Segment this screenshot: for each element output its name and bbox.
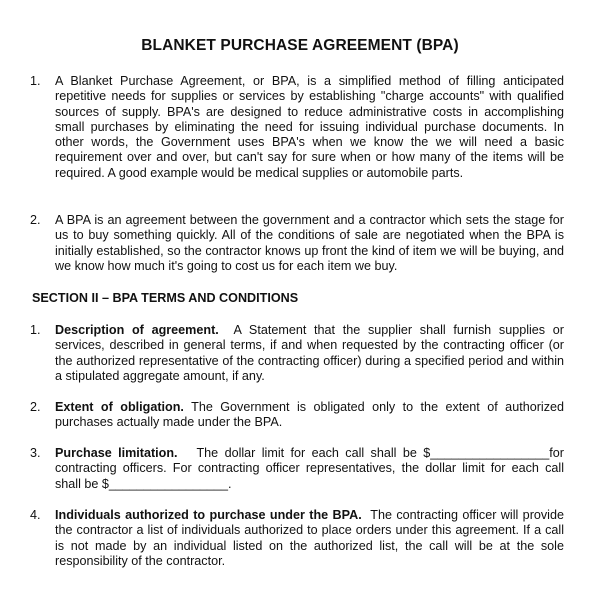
- section-heading: SECTION II – BPA TERMS AND CONDITIONS: [32, 291, 299, 305]
- intro-item-1: [30, 74, 564, 181]
- intro-item-number: 1.: [30, 74, 41, 88]
- term-number: 3.: [30, 446, 41, 460]
- term-item-1: [30, 323, 564, 384]
- term-heading: Extent of obligation.: [55, 400, 184, 414]
- document-title: BLANKET PURCHASE AGREEMENT (BPA): [141, 37, 459, 54]
- intro-item-2: [30, 213, 564, 274]
- term-item-4: [30, 508, 564, 569]
- term-heading: Individuals authorized to purchase under the BPA.: [55, 508, 362, 522]
- term-heading: Description of agreement.: [55, 323, 219, 337]
- term-item-2: [30, 400, 564, 431]
- term-body: [55, 508, 564, 569]
- intro-item-text: A Blanket Purchase Agreement, or BPA, is a simplified method of filling anticipated repetitive needs for supplies or services by establishing "charge accounts" with qualified sources of supply. BPA's are designed to reduce administrative costs in accomplishing small purchases by eliminating the need for issuing individual purchase documents. In other words, the Government uses BPA's when we know the we will need a basic requirement over and over, but can't say for sure when or how many of the items will be required. A good example would be medical supplies or automobile parts.: [55, 74, 564, 180]
- intro-item-number: 2.: [30, 213, 41, 227]
- term-number: 2.: [30, 400, 41, 414]
- term-heading: Purchase limitation.: [55, 446, 178, 460]
- term-text: A Statement that the supplier shall furnish supplies or services, described in general terms, if and when requested by the contracting officer (or the authorized representative of the contracting officer) during a specified period and within a stipulated aggregate amount, if any.: [55, 323, 565, 383]
- term-text: The contracting officer will provide the contractor a list of individuals authorized to place orders under this agreement. If a call is not made by an individual listed on the authorized list, the call will be at the sole responsibility of the contractor.: [55, 508, 564, 568]
- term-body: [55, 400, 564, 431]
- term-text: The dollar limit for each call shall be $_________________for contracting officers. For contracting officer representatives, the dollar limit for each call shall be $_________________.: [55, 446, 564, 491]
- term-body: [55, 446, 564, 492]
- term-item-3: [30, 446, 564, 492]
- term-text: The Government is obligated only to the extent of authorized purchases actually made under the BPA.: [55, 400, 564, 430]
- term-body: [55, 323, 564, 384]
- term-number: 1.: [30, 323, 41, 337]
- intro-item-text: A BPA is an agreement between the government and a contractor which sets the stage for us to buy something quickly. All of the conditions of sale are negotiated when the BPA is initially established, so the contractor knows up front the kind of item we will be buying, and we know how much it's going to cost us for each item we buy.: [55, 213, 564, 273]
- term-number: 4.: [30, 508, 41, 522]
